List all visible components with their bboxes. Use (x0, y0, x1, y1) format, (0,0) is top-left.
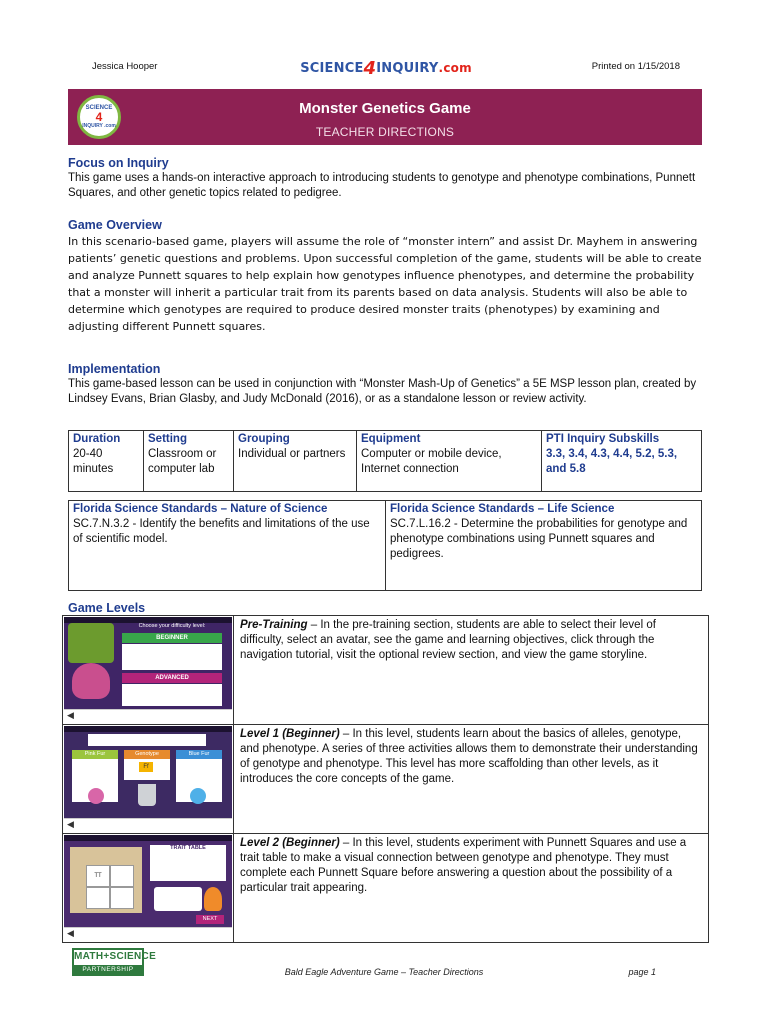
pretraining-screenshot-cell (63, 616, 234, 725)
level1-screenshot-cell (63, 725, 234, 834)
grouping-cell (234, 431, 357, 492)
game-levels-heading: Game Levels (68, 601, 146, 615)
level2-text-cell (234, 834, 709, 943)
implementation-heading: Implementation (68, 362, 161, 376)
site-logo[interactable] (300, 56, 472, 77)
level-name: Level 2 (Beginner) (240, 837, 340, 849)
life-standard-label: Florida Science Standards – Life Science (390, 503, 615, 515)
setting-label: Setting (148, 433, 187, 445)
site-logo-suffix: .com (438, 61, 472, 75)
play-icon[interactable]: ◀ (67, 928, 74, 938)
badge-line1: SCIENCE (85, 105, 113, 111)
trash-can-icon[interactable] (138, 784, 156, 806)
author-name: Jessica Hooper (92, 61, 158, 72)
life-standard-cell (386, 501, 702, 591)
subskills-label: PTI Inquiry Subskills (546, 433, 660, 445)
printed-date: Printed on 1/15/2018 (591, 61, 680, 72)
duration-label: Duration (73, 433, 121, 445)
blue-monster-icon (190, 788, 206, 804)
details-table (68, 430, 702, 492)
question-panel (154, 887, 202, 911)
play-icon[interactable]: ◀ (67, 819, 74, 829)
overview-heading: Game Overview (68, 218, 162, 232)
subskills-cell (542, 431, 702, 492)
focus-heading: Focus on Inquiry (68, 156, 169, 170)
grouping-label: Grouping (238, 433, 290, 445)
overview-body: In this scenario-based game, players will assume the role of “monster intern” and assist Dr. Mayhem in answering patients’ genetic questions and problems. Upon successful completion of the game, students will be able to create and analyze Punnett squares to help explain how genotypes influence phenotypes, and determine the probability that a monster will inherit a particular trait from its parents based on data analysis. Students will also be able to determine which genotypes are required to produce desired monster traits (phenotypes) by examining and adjusting different Punnett squares. (68, 235, 702, 333)
screenshot-topbar (64, 835, 232, 841)
nature-standard-value: SC.7.N.3.2 - Identify the benefits and limitations of the use of scientific model. (73, 518, 370, 545)
focus-body: This game uses a hands-on interactive approach to introducing students to genotype and phenotype combinations, Punnett Squares, and other genetic topics related to pedigree. (68, 172, 696, 199)
focus-section (68, 155, 702, 201)
site-logo-four: 4 (363, 58, 377, 79)
title-banner (68, 89, 702, 145)
page-header (92, 56, 680, 79)
punnett-cell-empty[interactable] (110, 865, 134, 887)
life-standard-value: SC.7.L.16.2 - Determine the probabilities for genotype and phenotype combinations using Punnett squares and pedigrees. (390, 518, 688, 560)
screenshot-controls-bar (64, 818, 232, 831)
setting-cell (144, 431, 234, 492)
level-description: – In the pre-training section, students are able to select their level of difficulty, select an avatar, see the game and learning objectives, click through the navigation tutorial, visit the optional review section, and view the game storyline. (240, 619, 656, 661)
overview-section (68, 217, 702, 335)
trait-table-title: TRAIT TABLE (170, 845, 206, 851)
level-row (63, 725, 709, 834)
pink-fur-label: Pink Fur (84, 751, 106, 757)
site-logo-prefix: SCIENCE (300, 61, 364, 76)
grouping-value: Individual or partners (238, 448, 346, 460)
level1-text-cell (234, 725, 709, 834)
screenshot-topbar (64, 726, 232, 732)
difficulty-prompt: Choose your difficulty level: (138, 623, 206, 629)
duration-value: 20-40 minutes (73, 448, 114, 475)
equipment-cell (357, 431, 542, 492)
nature-standard-cell (69, 501, 386, 591)
level-row (63, 834, 709, 943)
implementation-section (68, 361, 702, 407)
game-logo-image (68, 623, 114, 663)
level-description: – In this level, students learn about the basics of alleles, genotype, and phenotype. A series of three activities allows them to demonstrate their understanding of genotype and phenotype. This level has more scaffolding than other levels, as it introduces the core concepts of the game. (240, 728, 698, 785)
page-title: Monster Genetics Game (299, 100, 471, 117)
nature-standard-label: Florida Science Standards – Nature of Science (73, 503, 328, 515)
punnett-cell-empty[interactable] (86, 887, 110, 909)
beginner-option[interactable]: BEGINNER (122, 633, 222, 643)
monster-character-image (72, 663, 110, 699)
screenshot-controls-bar (64, 709, 232, 722)
beginner-description-box (122, 644, 222, 670)
pink-monster-icon (88, 788, 104, 804)
game-levels-section (68, 600, 702, 616)
standards-table (68, 500, 702, 591)
monster-character-icon (204, 887, 222, 911)
implementation-body: This game-based lesson can be used in conjunction with “Monster Mash-Up of Genetics” a 5E MSP lesson plan, created by Lindsey Evans, Brian Glasby, and Judy McDonald (2016), or as a standalone lesson or review activity. (68, 378, 697, 405)
pretraining-text-cell (234, 616, 709, 725)
page-number: page 1 (628, 967, 656, 977)
badge-line3: INQUIRY .com (82, 123, 116, 129)
level-name: Pre-Training (240, 619, 308, 631)
site-logo-middle: INQUIRY (376, 61, 439, 76)
footer-title: Bald Eagle Adventure Game – Teacher Directions (284, 967, 484, 977)
level2-screenshot-cell (63, 834, 234, 943)
punnett-cell[interactable]: TT (86, 865, 110, 887)
level-description: – In this level, students experiment with Punnett Squares and use a trait table to make a visual connection between genotype and phenotype. They must complete each Punnett Square before answering a question about the possibility of a particular trait appearing. (240, 837, 687, 894)
duration-cell (69, 431, 144, 492)
badge-line2: 4 (95, 110, 103, 124)
play-icon[interactable]: ◀ (67, 710, 74, 720)
setting-value: Classroom or computer lab (148, 448, 217, 475)
level-row (63, 616, 709, 725)
blue-fur-label: Blue Fur (188, 751, 210, 757)
game-levels-table (62, 615, 709, 943)
footer-logo-line1: MATH+SCIENCE (74, 951, 157, 962)
screenshot-controls-bar (64, 927, 232, 940)
subskills-value: 3.3, 3.4, 4.3, 4.4, 5.2, 5.3, and 5.8 (546, 448, 678, 475)
pretraining-screenshot (64, 617, 232, 722)
allele-tile[interactable]: Ff (139, 762, 153, 772)
genotype-label: Genotype (135, 751, 159, 757)
punnett-cell-empty[interactable] (110, 887, 134, 909)
trait-strip (88, 734, 206, 746)
advanced-option[interactable]: ADVANCED (122, 673, 222, 683)
level1-screenshot (64, 726, 232, 831)
footer-logo-line2: PARTNERSHIP (74, 965, 142, 974)
equipment-label: Equipment (361, 433, 421, 445)
next-button[interactable]: NEXT (196, 915, 224, 924)
level2-screenshot (64, 835, 232, 940)
level-name: Level 1 (Beginner) (240, 728, 340, 740)
equipment-value: Computer or mobile device, Internet connection (361, 448, 502, 475)
advanced-description-box (122, 684, 222, 706)
page-subtitle: TEACHER DIRECTIONS (315, 125, 455, 139)
